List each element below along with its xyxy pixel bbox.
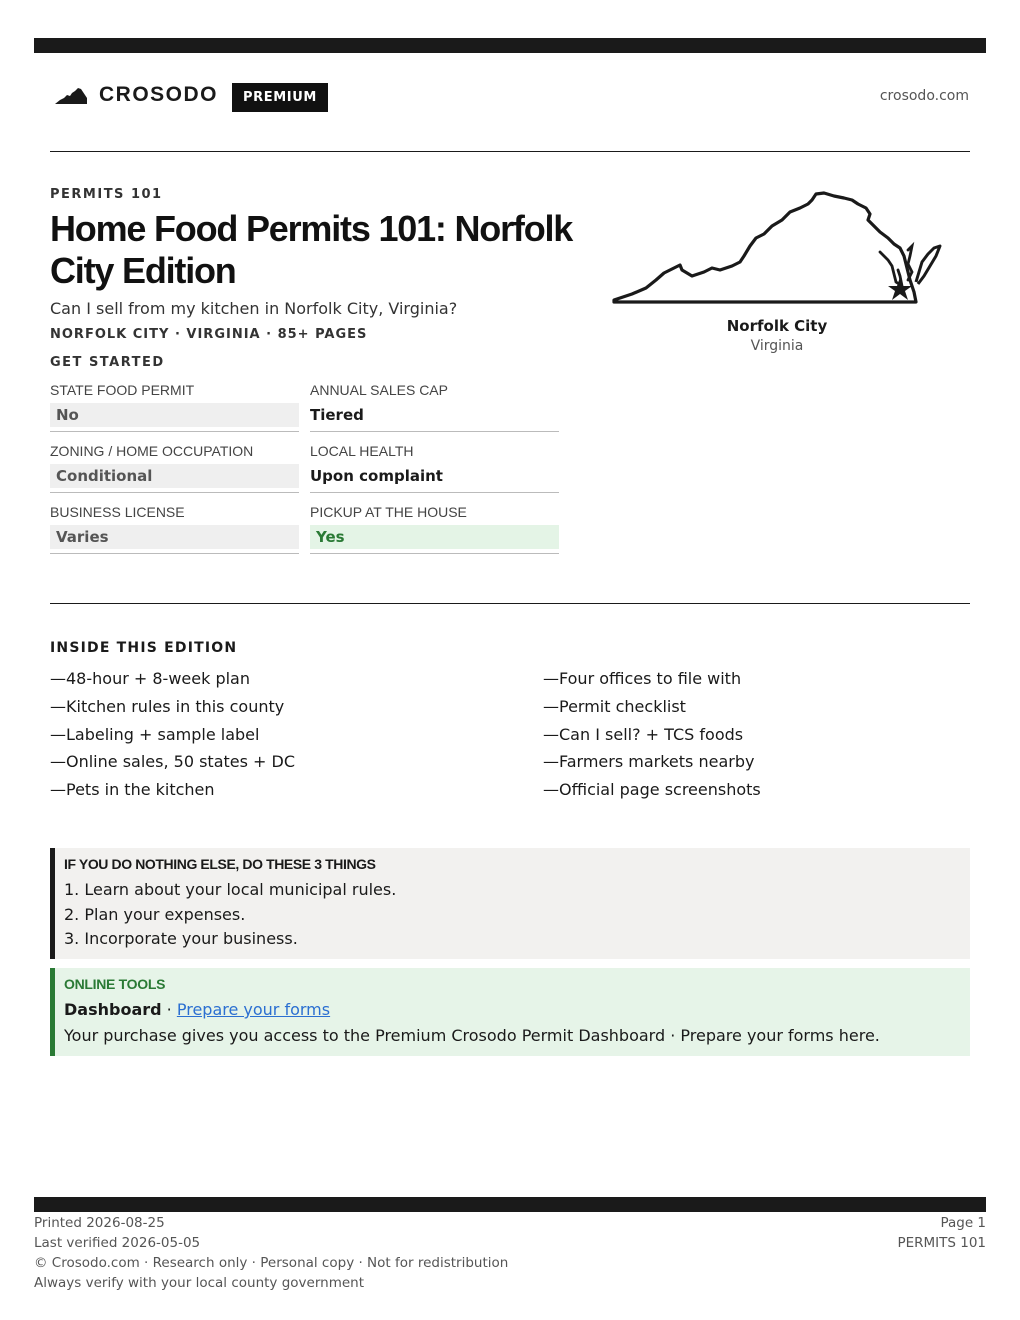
fact-business-license [50, 504, 299, 565]
fact-label: ZONING / HOME OCCUPATION [50, 443, 254, 459]
toc-item: —Kitchen rules in this county [50, 696, 285, 716]
edition-meta: NORFOLK CITY · VIRGINIA · 85+ PAGES [50, 327, 368, 342]
kicker: PERMITS 101 [50, 187, 163, 202]
footer-bar [34, 1197, 986, 1212]
fact-pickup [310, 504, 559, 565]
fact-divider [50, 553, 299, 554]
tools-title: ONLINE TOOLS [64, 976, 166, 992]
get-started-heading: GET STARTED [50, 355, 165, 370]
tools-links [64, 1000, 970, 1020]
fact-divider [50, 431, 299, 432]
callout-list [64, 878, 970, 952]
footer-section: PERMITS 101 [897, 1235, 986, 1251]
footer-left [34, 1213, 508, 1293]
toc-item: —Permit checklist [543, 696, 686, 716]
verify-note: Always verify with your local county government [34, 1275, 364, 1291]
three-things-callout [50, 848, 970, 959]
toc-item: —Online sales, 50 states + DC [50, 752, 296, 772]
brand-logo[interactable] [54, 86, 88, 106]
fact-grid [50, 382, 559, 565]
top-bar [34, 38, 986, 53]
map-state-label: Virginia [750, 338, 804, 354]
brand-name[interactable]: CROSODO [99, 83, 219, 106]
page-number: Page 1 [940, 1215, 986, 1231]
subtitle: Can I sell from my kitchen in Norfolk City, Virginia? [50, 299, 458, 318]
tools-separator: · [161, 1000, 177, 1019]
fact-divider [310, 553, 559, 554]
fact-label: PICKUP AT THE HOUSE [310, 504, 467, 520]
fact-value: No [50, 403, 299, 427]
fact-value: Varies [50, 525, 299, 549]
toc-item: —Four offices to file with [543, 669, 742, 688]
fact-label: STATE FOOD PERMIT [50, 382, 195, 398]
fact-value: Tiered [310, 406, 364, 424]
verified-date: Last verified 2026-05-05 [34, 1235, 201, 1251]
toc-item: —Official page screenshots [543, 780, 761, 800]
toc-title: INSIDE THIS EDITION [50, 640, 238, 656]
toc-item: —Labeling + sample label [50, 724, 260, 744]
site-url[interactable]: crosodo.com [879, 88, 969, 104]
callout-item: 1. Learn about your local municipal rules. [64, 880, 397, 899]
toc-left-list [50, 665, 295, 804]
dashboard-label: Dashboard [64, 1000, 162, 1019]
tools-description: Your purchase gives you access to the Premium Crosodo Permit Dashboard · Prepare your forms here. [64, 1026, 880, 1045]
virginia-outline-icon [612, 190, 944, 310]
toc-item: —48-hour + 8-week plan [50, 669, 250, 688]
callout-item: 3. Incorporate your business. [64, 929, 298, 948]
prepare-forms-link[interactable]: Prepare your forms [176, 1000, 331, 1019]
fact-label: BUSINESS LICENSE [50, 504, 185, 520]
fact-state-food-permit [50, 382, 299, 443]
fact-value: Conditional [50, 464, 299, 488]
toc-item: —Farmers markets nearby [543, 752, 755, 772]
header [50, 80, 970, 114]
callout-title: IF YOU DO NOTHING ELSE, DO THESE 3 THINGS [64, 856, 376, 872]
fact-divider [50, 492, 299, 493]
fact-label: LOCAL HEALTH [310, 443, 414, 459]
fact-local-health [310, 443, 559, 504]
page-title: Home Food Permits 101: Norfolk City Edition [50, 208, 573, 291]
toc-item: —Pets in the kitchen [50, 780, 215, 800]
map-city-label: Norfolk City [726, 317, 828, 335]
fact-zoning [50, 443, 299, 504]
toc-right-list [543, 665, 761, 804]
fact-divider [310, 492, 559, 493]
state-map [612, 190, 944, 310]
copyright: © Crosodo.com · Research only · Personal copy · Not for redistribution [34, 1255, 509, 1271]
virginia-logo-icon [54, 86, 88, 106]
callout-item: 2. Plan your expenses. [64, 904, 246, 924]
printed-date: Printed 2026-08-25 [34, 1215, 165, 1231]
header-divider [50, 151, 970, 152]
fact-value: Upon complaint [310, 467, 443, 485]
fact-annual-sales-cap [310, 382, 559, 443]
premium-badge: PREMIUM [232, 83, 328, 112]
footer-right [897, 1213, 986, 1253]
toc-item: —Can I sell? + TCS foods [543, 724, 744, 744]
fact-label: ANNUAL SALES CAP [310, 382, 448, 398]
online-tools-box [50, 968, 970, 1056]
fact-value: Yes [310, 525, 559, 549]
section-divider [50, 603, 970, 604]
fact-divider [310, 431, 559, 432]
